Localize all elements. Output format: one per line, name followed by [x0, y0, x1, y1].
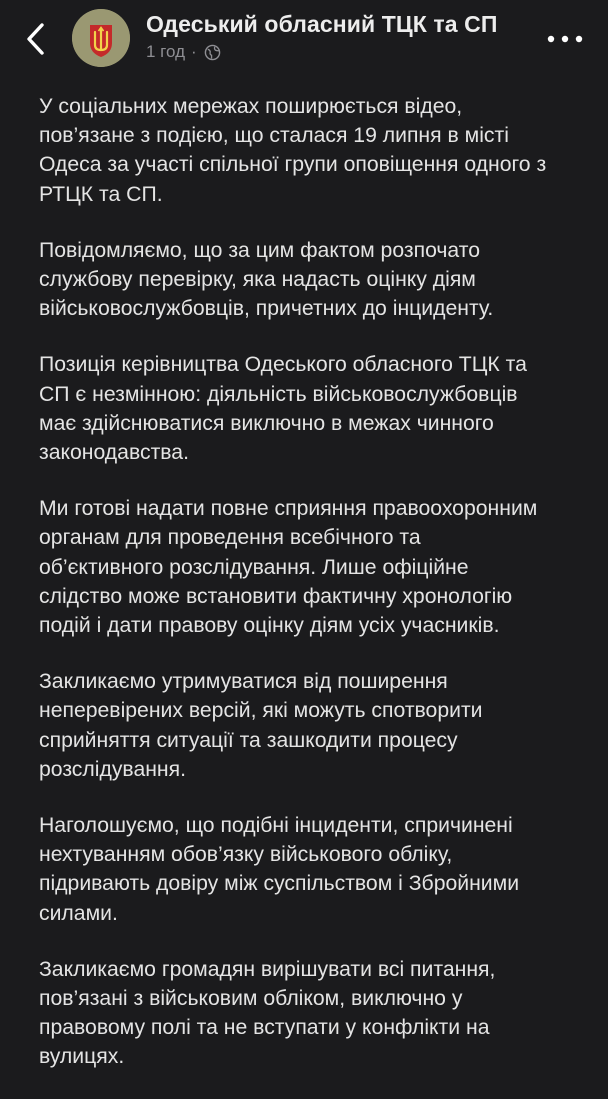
post-body	[39, 92, 587, 1099]
post-paragraph: Закликаємо утримуватися від поширення неперевірених версій, які можуть спотворити сприйняття ситуації та зашкодити процесу розслідування.	[39, 670, 483, 781]
avatar[interactable]	[72, 9, 130, 67]
post-time[interactable]: 1 год	[146, 42, 186, 61]
meta-separator: ·	[191, 42, 197, 61]
post-paragraph: Повідомляємо, що за цим фактом розпочато службову перевірку, яка надасть оцінку діям військовослужбовців, причетних до інциденту.	[39, 238, 494, 321]
post-paragraph: Позиція керівництва Одеського обласного ТЦК та СП є незмінною: діяльність військовослужбовців має здійснюватися виключно в межах чинного законодавства.	[39, 353, 527, 465]
globe-icon	[204, 44, 221, 61]
post-header	[0, 0, 608, 80]
more-horizontal-icon[interactable]	[546, 34, 584, 44]
post-paragraph: Ми готові надати повне сприяння правоохоронним органам для проведення всебічного та об’єктивного розслідування. Лише офіційне слідство може встановити фактичну хронологію подій і дати правову оцінку діям усіх учасників.	[39, 497, 538, 638]
chevron-left-icon[interactable]	[20, 20, 52, 58]
post-meta	[146, 42, 221, 62]
page-name[interactable]: Одеський обласний ТЦК та СП	[146, 11, 498, 37]
post-paragraph: Наголошуємо, що подібні інциденти, спричинені нехтуванням обов’язку військового обліку, підривають довіру між суспільством і Збройними силами.	[39, 814, 520, 925]
post-paragraph: Закликаємо громадян вирішувати всі питання, пов’язані з військовим обліком, виключно у правовому полі та не вступати у конфлікти на вулицях.	[39, 957, 496, 1069]
trident-emblem-icon	[72, 9, 130, 67]
post-paragraph: У соціальних мережах поширюється відео, пов’язане з подією, що сталася 19 липня в місті Одеса за участі спільної групи оповіщення одного з РТЦК та СП.	[39, 95, 547, 206]
